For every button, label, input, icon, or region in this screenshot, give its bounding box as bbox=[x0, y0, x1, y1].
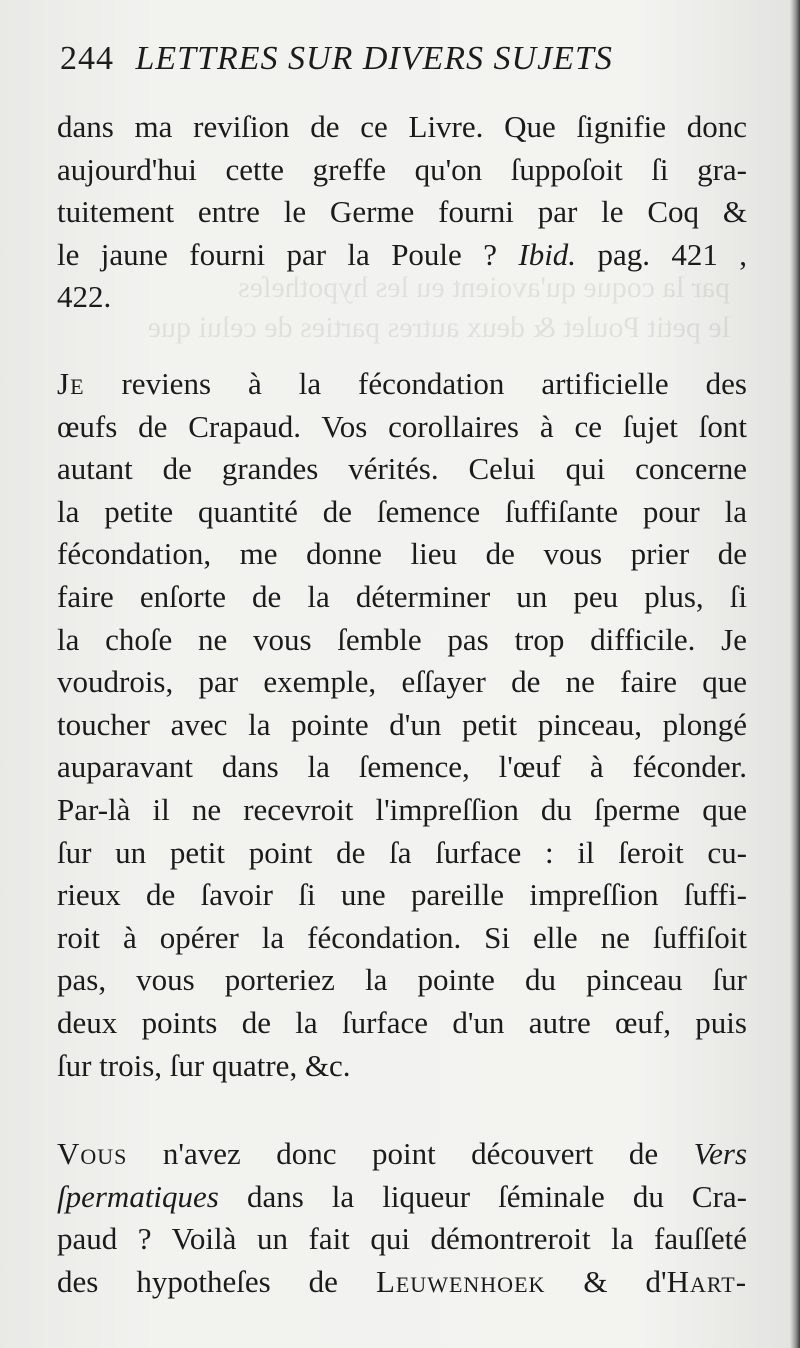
text-line: aujourd'hui cette greffe qu'on ſuppoſoit ſi gra- bbox=[57, 151, 747, 187]
text-segment: des hypotheſes de bbox=[57, 1263, 338, 1299]
text-line bbox=[57, 1261, 747, 1304]
text-line-first bbox=[57, 363, 747, 406]
text-line: la choſe ne vous ſemble pas trop difficile. Je bbox=[57, 621, 747, 657]
lead-word: Vous bbox=[57, 1136, 128, 1171]
text-line: auparavant dans la ſemence, l'œuf à féconder. bbox=[57, 749, 747, 785]
text-line: ſur un petit point de ſa ſurface : il ſeroit cu- bbox=[57, 834, 747, 870]
lead-word: Je bbox=[57, 366, 85, 401]
text-line: deux points de la ſurface d'un autre œuf, puis bbox=[57, 1004, 747, 1040]
ibid-reference: Ibid. bbox=[518, 236, 577, 272]
page-number: 244 bbox=[60, 40, 114, 77]
paragraph-vers-spermatiques bbox=[57, 1133, 747, 1303]
text-line: fécondation, me donne lieu de vous prier de bbox=[57, 536, 747, 572]
text-line: tuitement entre le Germe fourni par le Coq & bbox=[57, 194, 747, 229]
paragraph-fecondation bbox=[57, 363, 747, 1087]
text-line: roit à opérer la fécondation. Si elle ne ſuffiſoit bbox=[57, 919, 747, 955]
text-line-with-reference bbox=[57, 234, 747, 277]
text-line: dans ma reviſion de ce Livre. Que ſignifie donc bbox=[57, 109, 747, 144]
text-line: toucher avec la pointe d'un petit pinceau, plongé bbox=[57, 706, 747, 742]
running-header bbox=[60, 40, 750, 88]
text-line: la petite quantité de ſemence ſuffiſante pour la bbox=[57, 493, 747, 529]
text-line: autant de grandes vérités. Celui qui concerne bbox=[57, 451, 747, 487]
text-segment: n'avez donc point découvert de bbox=[162, 1136, 659, 1171]
paragraph-continuation bbox=[57, 106, 747, 319]
page-reference: pag. 421 , bbox=[597, 236, 748, 272]
text-line: voudrois, par exemple, eſſayer de ne faire que bbox=[57, 664, 747, 700]
text-line: paud ? Voilà un fait qui démontreroit la fauſſeté bbox=[57, 1221, 747, 1257]
text-line bbox=[57, 1176, 747, 1219]
text-segment: reviens à la fécondation artificielle des bbox=[121, 366, 747, 401]
text-line: 422. bbox=[57, 279, 112, 314]
text-line: rieux de ſavoir ſi une pareille impreſſion ſuffi- bbox=[57, 877, 747, 913]
text-line: pas, vous porteriez la pointe du pinceau ſur bbox=[57, 962, 747, 998]
text-segment: dans la liqueur ſéminale du Cra- bbox=[246, 1178, 747, 1214]
text-line: œufs de Crapaud. Vos corollaires à ce ſujet ſont bbox=[57, 408, 747, 444]
italic-term: Vers bbox=[693, 1136, 748, 1171]
show-through-line: le petit Poulet & deux autres parties de celui que bbox=[147, 311, 730, 344]
show-through-line: par la coque qu'avoient eu les hypotheſes bbox=[238, 271, 730, 304]
text-line: faire enſorte de la déterminer un peu plus, ſi bbox=[57, 578, 747, 614]
text-line-first bbox=[57, 1133, 747, 1176]
text-line: Par-là il ne recevroit l'impreſſion du ſperme que bbox=[57, 791, 747, 827]
page-edge-shadow bbox=[790, 0, 800, 1348]
text-line: ſur trois, ſur quatre, &c. bbox=[57, 1047, 351, 1083]
italic-term: ſpermatiques bbox=[57, 1178, 219, 1214]
running-title: LETTRES SUR DIVERS SUJETS bbox=[135, 40, 613, 77]
text-segment: le jaune fourni par la Poule ? bbox=[57, 236, 497, 272]
author-name: Hart- bbox=[666, 1263, 748, 1299]
text-segment: & d' bbox=[583, 1263, 667, 1299]
author-name: Leuwenhoek bbox=[375, 1263, 546, 1299]
